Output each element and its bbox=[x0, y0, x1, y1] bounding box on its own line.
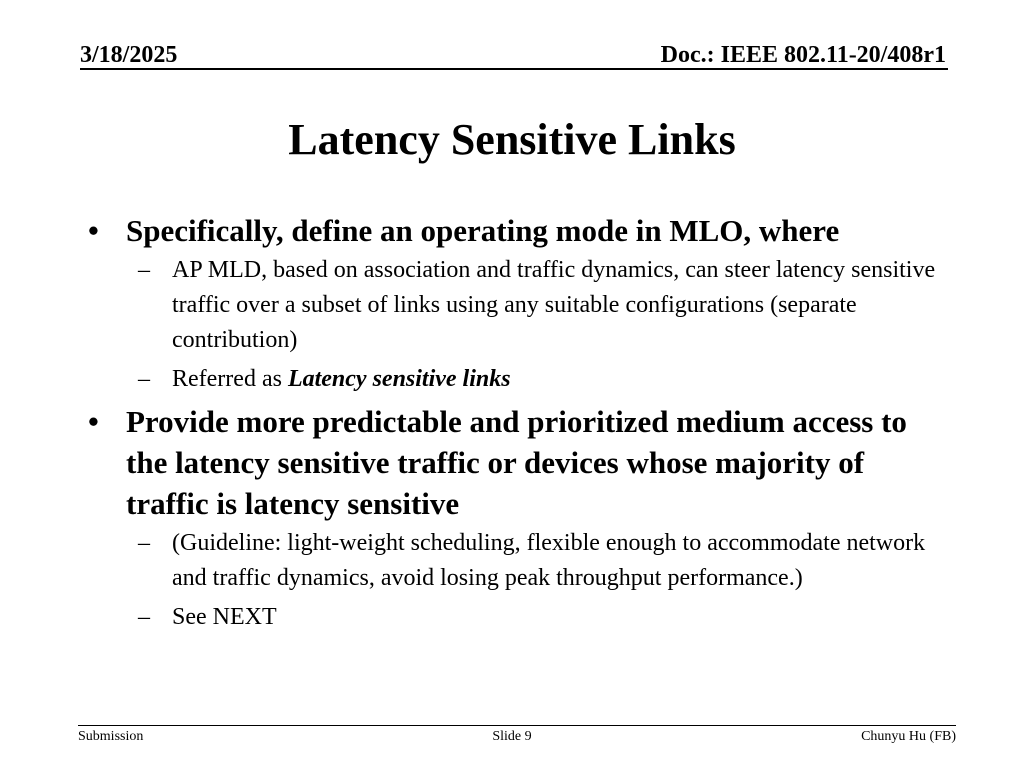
bullet-text: Specifically, define an operating mode in MLO, where bbox=[126, 213, 840, 248]
bullet-icon: • bbox=[88, 404, 99, 439]
dash-icon: – bbox=[138, 530, 150, 556]
bullet-text: Provide more predictable and prioritized medium access to the latency sensitive traffic or devices whose majority of traffic is latency sensitive bbox=[126, 404, 907, 521]
footer-author: Chunyu Hu (FB) bbox=[861, 729, 956, 744]
header-divider bbox=[80, 68, 948, 70]
sub-text: See NEXT bbox=[172, 604, 277, 630]
slide-title: Latency Sensitive Links bbox=[288, 115, 736, 164]
footer-submission: Submission bbox=[78, 729, 144, 744]
sub-item-1-2 bbox=[88, 362, 938, 397]
slide-body bbox=[88, 210, 938, 639]
header-date: 3/18/2025 bbox=[80, 42, 178, 68]
footer-slide-number: Slide 9 bbox=[492, 729, 532, 744]
dash-icon: – bbox=[138, 604, 150, 630]
sub-text-prefix: Referred as bbox=[172, 366, 288, 392]
bullet-item-2 bbox=[88, 401, 938, 524]
sub-item-2-1 bbox=[88, 526, 938, 596]
dash-icon: – bbox=[138, 257, 150, 283]
bullet-icon: • bbox=[88, 213, 99, 248]
header-doc-id: Doc.: IEEE 802.11-20/408r1 bbox=[660, 42, 946, 68]
dash-icon: – bbox=[138, 366, 150, 392]
sub-text: (Guideline: light-weight scheduling, flexible enough to accommodate network and traffic dynamics, avoid losing peak throughput performance.) bbox=[172, 530, 926, 591]
sub-item-1-1 bbox=[88, 253, 938, 358]
sub-text-emphasis: Latency sensitive links bbox=[287, 366, 511, 392]
sub-text: AP MLD, based on association and traffic dynamics, can steer latency sensitive traffic over a subset of links using any suitable configurations (separate contribution) bbox=[172, 257, 936, 353]
sub-item-2-2 bbox=[88, 600, 938, 635]
bullet-item-1 bbox=[88, 210, 938, 251]
footer-divider bbox=[78, 725, 956, 726]
